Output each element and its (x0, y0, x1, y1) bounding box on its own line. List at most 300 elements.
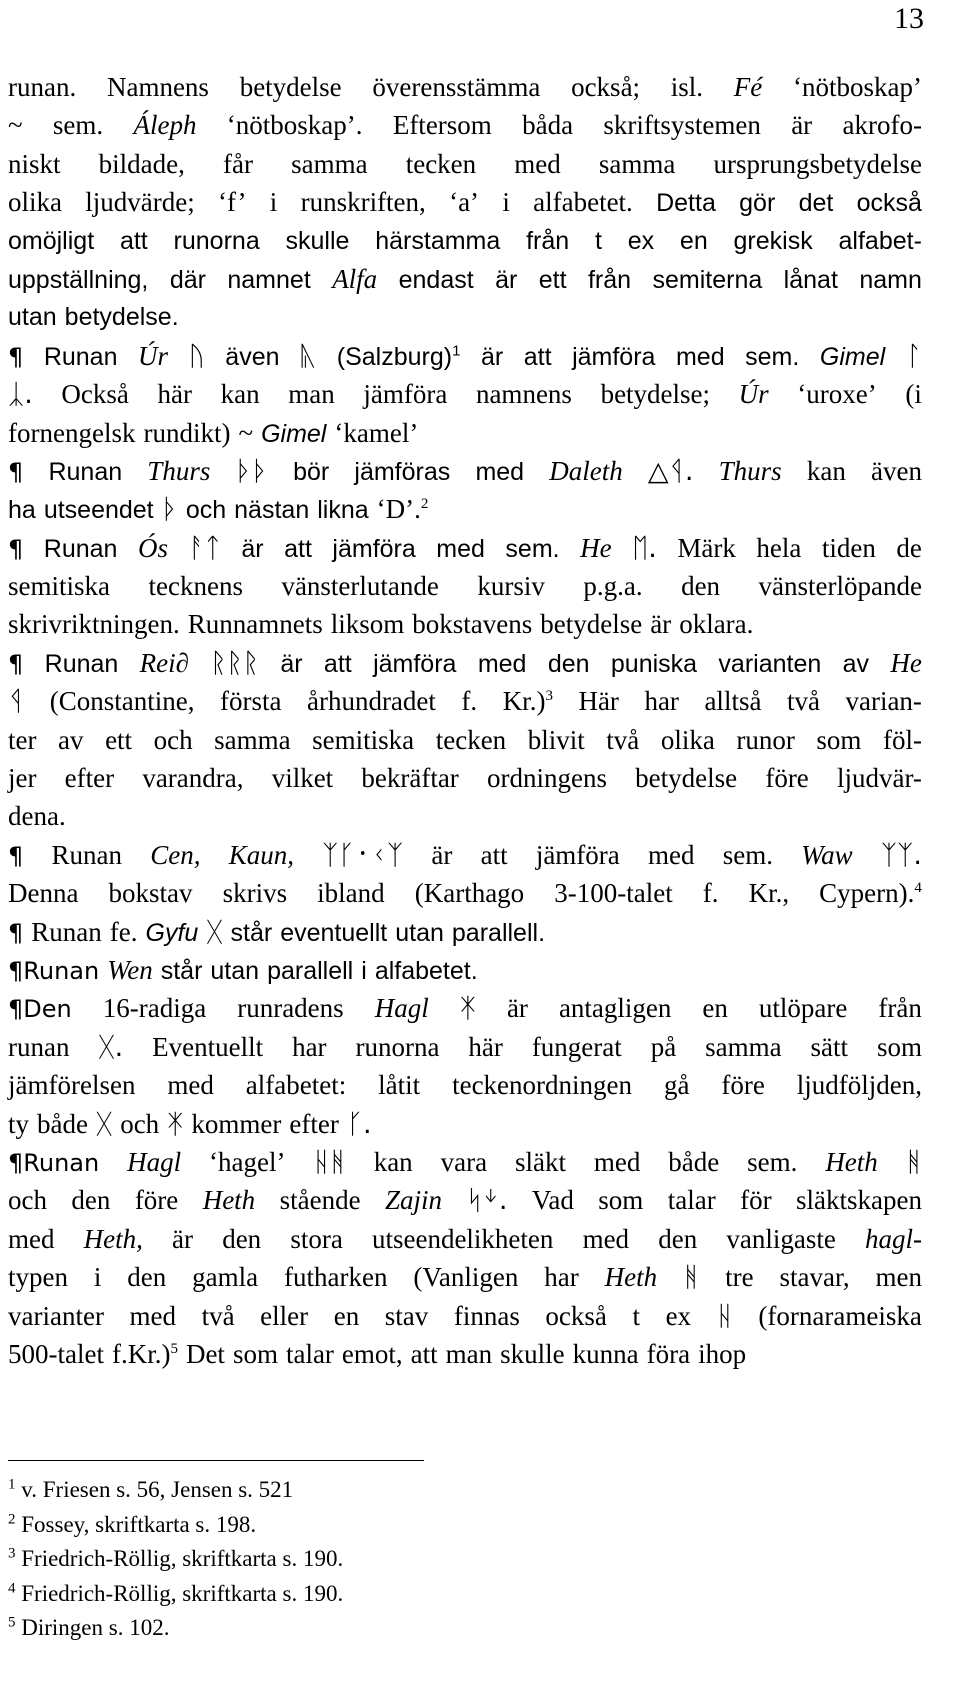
word: betydelse. (64, 303, 179, 332)
word: på (650, 1031, 677, 1062)
word: varianten (718, 649, 822, 678)
word: grekisk (733, 226, 813, 255)
word: ¶Runan (8, 956, 100, 985)
word: med (582, 1223, 630, 1254)
word: Detta (656, 189, 716, 218)
text-line (8, 797, 922, 835)
word: betydelse (635, 763, 738, 794)
word: här (468, 1031, 503, 1062)
word: att (410, 1338, 438, 1369)
word: liksom (330, 609, 405, 640)
word: (fornarameiska (758, 1300, 922, 1331)
word: sätt (810, 1031, 849, 1062)
word: står (230, 918, 273, 947)
word: Úr (138, 340, 169, 371)
word: ¶Runan (8, 1148, 100, 1177)
word: man (288, 379, 335, 410)
text-line (8, 68, 922, 106)
word: He (890, 647, 922, 678)
word: en (702, 993, 728, 1024)
word: 500-talet (8, 1338, 104, 1369)
word: utseendelikheten (371, 1223, 554, 1254)
rune-glyph: △ᛩ. (647, 455, 694, 487)
word: sem. (52, 110, 104, 141)
word: utan (210, 956, 260, 985)
word: med (8, 1223, 55, 1254)
word: släkt (514, 1146, 566, 1177)
text-line (8, 106, 922, 144)
word: den (222, 1223, 262, 1254)
word: stavar, (779, 1262, 850, 1293)
word: här (157, 379, 193, 410)
word: en (333, 1300, 360, 1331)
word: likna (317, 496, 369, 525)
word: ex (627, 226, 655, 255)
word: fe. (109, 916, 138, 947)
word: alfabetet. (374, 956, 478, 985)
word: (Karthago (414, 878, 525, 909)
word: båda (522, 110, 574, 141)
text-line (8, 1028, 922, 1066)
word: är (650, 609, 672, 640)
word: He (580, 532, 612, 563)
word: ty (8, 1108, 30, 1139)
word: överensstämma (372, 72, 541, 102)
word: släktskapen (796, 1185, 922, 1216)
text-line (8, 452, 922, 490)
word: Gimel (819, 342, 886, 371)
text-line (8, 989, 922, 1027)
rune-glyph: ᚣ (300, 340, 317, 372)
footnote-text: Friedrich-Röllig, skriftkarta s. 190. (15, 1546, 344, 1572)
word: alltså (704, 686, 762, 717)
text-line (8, 183, 922, 221)
word: ‘nötboskap’. (226, 110, 363, 141)
text-line (8, 1335, 922, 1373)
word: Runan (43, 534, 118, 563)
word: ett (538, 265, 567, 294)
word: Runan (43, 342, 118, 371)
word: talar (667, 1185, 716, 1216)
word: samma (598, 148, 676, 179)
word: låtit (378, 1070, 421, 1101)
word: runor (736, 724, 795, 755)
word: Fé (733, 72, 763, 102)
word: skrivs (222, 878, 288, 909)
word: med (514, 148, 561, 179)
footnote-number: 5 (8, 1614, 16, 1631)
word: med (475, 457, 525, 486)
word: jämföra (572, 342, 656, 371)
word: 3-100-talet (554, 878, 673, 909)
word: ~ (8, 110, 23, 141)
word: jämförelsen (8, 1070, 136, 1101)
word: omöjligt (8, 226, 95, 255)
footnote-ref: 5 (170, 1340, 178, 1357)
word: med (436, 534, 485, 563)
word: Runnamnets (187, 609, 323, 640)
text-line (8, 222, 922, 260)
word: ¶ (8, 342, 24, 371)
word: Eventuellt (152, 1031, 264, 1062)
rune-glyph: ᛖ. (632, 532, 657, 564)
word: från (878, 993, 922, 1024)
word: tecken (435, 724, 507, 755)
word: också (545, 1300, 607, 1331)
word: två (786, 686, 820, 717)
text-line (8, 1066, 922, 1104)
word: samma (705, 1031, 782, 1062)
word: ursprungsbetydelse (713, 148, 922, 179)
word: runan. (8, 72, 77, 102)
word: akrofo- (842, 110, 922, 141)
word: Runan (48, 457, 123, 486)
word: är (495, 265, 518, 294)
word: f.Kr.)$^5$ (111, 1338, 178, 1369)
word: den (547, 649, 590, 678)
rune-glyph: ᚦ (161, 494, 178, 526)
footnote (8, 1505, 343, 1540)
word: puniska (610, 649, 698, 678)
word: ordningens (487, 763, 607, 794)
word: Heth, (83, 1223, 143, 1254)
word: antagligen (558, 993, 672, 1024)
word: dena. (8, 801, 66, 832)
word: jämföra (535, 839, 620, 870)
word: första (219, 686, 282, 717)
rune-glyph: ᛉᛉ. (880, 839, 922, 871)
word: tecken (405, 148, 477, 179)
rune-glyph: ᛉᚴ᛫ᚲᛉ (322, 839, 404, 871)
word: rundikt) (143, 417, 231, 448)
word: ~ (238, 417, 254, 448)
word: efter (64, 763, 115, 794)
word: Eftersom (392, 110, 492, 141)
word: semitiska (312, 724, 415, 755)
footnote-text: Diringen s. 102. (15, 1615, 170, 1641)
word: efter (289, 1108, 339, 1139)
footnote-ref: 2 (420, 496, 429, 513)
rune-glyph: ᚷ. (98, 1031, 124, 1063)
word: betydelse (239, 72, 342, 102)
word: ljudvärde; (85, 187, 195, 218)
word: varandra, (142, 763, 244, 794)
word: ljudvär- (836, 763, 922, 794)
word: kunna (572, 1338, 639, 1369)
word: i (269, 187, 278, 218)
word: hagl- (864, 1223, 922, 1254)
word: alfabet- (838, 226, 922, 255)
word: det (798, 189, 834, 218)
word: Heth (604, 1262, 658, 1293)
word: som (876, 1031, 922, 1062)
text-line (8, 145, 922, 183)
word: stående (279, 1185, 361, 1216)
text-line (8, 298, 922, 336)
rune-glyph: ᛋᛎ. (466, 1185, 508, 1217)
footnote-text: Fossey, skriftkarta s. 198. (15, 1511, 257, 1537)
word: nästan (234, 496, 310, 525)
page-number: 13 (894, 2, 924, 35)
word: Det (185, 1338, 225, 1369)
word: varian- (845, 686, 922, 717)
word: både (668, 1146, 720, 1177)
word: som (816, 724, 862, 755)
word: de (896, 532, 922, 563)
word: att (480, 839, 508, 870)
text-line (8, 836, 922, 874)
word: är (791, 110, 813, 141)
text-line (8, 375, 922, 413)
word: härstamma (375, 226, 501, 255)
word: har (292, 1031, 327, 1062)
word: före (765, 763, 809, 794)
word: ihop (698, 1338, 747, 1369)
word: den (127, 1262, 167, 1293)
word: Cypern).$^4$ (819, 878, 922, 909)
word: ‘nötboskap’ (793, 72, 922, 102)
word: Ós (137, 532, 168, 563)
word: betydelse; (600, 379, 711, 410)
text-line (8, 490, 922, 528)
word: men (875, 1262, 922, 1293)
word: ¶ (8, 841, 24, 870)
rune-glyph: ᛡ (167, 1108, 184, 1140)
word: från (587, 265, 632, 294)
word: sem. (747, 1146, 798, 1177)
word: före (134, 1185, 179, 1216)
footnote (8, 1539, 343, 1574)
word: semitiska (8, 571, 110, 602)
text-line (8, 567, 922, 605)
word: talar (285, 1338, 334, 1369)
footnote-number: 1 (8, 1476, 16, 1493)
word: (i (905, 379, 922, 410)
text-line (8, 759, 922, 797)
word: Denna (8, 878, 79, 909)
word: samma (291, 148, 368, 179)
word: utlöpare (758, 993, 848, 1024)
footnote-number: 4 (8, 1580, 16, 1597)
word: jämföra (373, 649, 457, 678)
word: t (632, 1300, 640, 1331)
word: utan (8, 303, 57, 332)
word: stora (290, 1223, 343, 1254)
word: futharken (284, 1262, 388, 1293)
word: Áleph (133, 110, 197, 141)
word: f. (702, 878, 719, 909)
footnote (8, 1608, 343, 1643)
word: också (856, 189, 922, 218)
word: i (361, 956, 367, 985)
word: av (842, 649, 870, 678)
word: runorna (173, 226, 260, 255)
word: från (526, 226, 570, 255)
word: gamla (192, 1262, 259, 1293)
body-text (8, 68, 922, 1373)
word: olika (8, 187, 62, 218)
word: eventuellt (280, 918, 388, 947)
word: där (169, 265, 206, 294)
rune-glyph: ᚺᚻ (313, 1146, 346, 1178)
word: varianter (8, 1300, 104, 1331)
word: Wen (107, 954, 153, 985)
word: ‘D’.$^2$ (376, 494, 429, 525)
word: Hagl (374, 993, 429, 1024)
word: i (502, 187, 510, 218)
text-line (8, 529, 922, 567)
word: bokstav (108, 878, 193, 909)
word: jer (8, 763, 37, 794)
word: man (445, 1338, 493, 1369)
word: kan (806, 455, 846, 486)
word: eller (260, 1300, 309, 1331)
footnote-rule (8, 1460, 424, 1461)
text-line (8, 337, 922, 375)
word: är (506, 993, 528, 1024)
word: och (120, 1108, 160, 1139)
word: ljudföljden, (796, 1070, 922, 1101)
word: Zajin (385, 1185, 443, 1216)
footnote-text: Friedrich-Röllig, skriftkarta s. 190. (15, 1580, 344, 1606)
word: två (201, 1300, 235, 1331)
word: ibland (317, 878, 385, 909)
footnote (8, 1470, 343, 1505)
footnote-text: v. Friesen s. 56, Jensen s. 521 (15, 1477, 294, 1502)
word: ha (8, 496, 36, 525)
word: ‘a’ (449, 187, 480, 218)
word: runorna (355, 1031, 440, 1062)
text-line (8, 1181, 922, 1219)
word: är (280, 649, 303, 678)
word: tre (725, 1262, 754, 1293)
word: Runan (51, 839, 122, 870)
word: Runan (31, 916, 102, 947)
word: vänsterlutande (281, 571, 439, 602)
word: niskt (8, 148, 61, 179)
word: endast (398, 265, 474, 294)
text-line (8, 605, 922, 643)
word: skulle (285, 226, 350, 255)
word: Här (578, 686, 619, 717)
word: stav (384, 1300, 429, 1331)
word: som (598, 1185, 644, 1216)
word: jämföra (332, 534, 416, 563)
word: semiterna (652, 265, 763, 294)
footnote-ref: 1 (452, 342, 461, 360)
footnotes (8, 1470, 343, 1643)
word: har (544, 1262, 579, 1293)
word: att (119, 226, 148, 255)
word: Heth (825, 1146, 878, 1177)
word: Vad (531, 1185, 574, 1216)
word: skrivriktningen. (8, 609, 180, 640)
word: samma (214, 724, 291, 755)
text-line (8, 644, 922, 682)
word: århundradet (306, 686, 436, 717)
word: utseendet (43, 496, 154, 525)
word: Kr.)$^3$ (502, 686, 553, 717)
word: också; (571, 72, 641, 102)
word: med (477, 649, 527, 678)
word: av (58, 724, 84, 755)
word: Runan (44, 649, 119, 678)
text-line (8, 682, 922, 720)
word: som (232, 1338, 278, 1369)
word: hela (756, 532, 802, 563)
word: kommer (191, 1108, 282, 1139)
word: står (160, 956, 203, 985)
word: med (167, 1070, 214, 1101)
word: parallell (267, 956, 354, 985)
word: Kaun, (228, 839, 294, 870)
word: bildade, (98, 148, 185, 179)
word: gå (663, 1070, 690, 1101)
word: parallell. (451, 918, 546, 947)
word: blivit (527, 724, 585, 755)
text-line (8, 913, 922, 951)
word: ‘kamel’ (334, 417, 419, 448)
word: p.g.a. (583, 571, 643, 602)
word: bekräftar (361, 763, 459, 794)
word: Gyfu (145, 918, 199, 947)
word: bör (293, 457, 330, 486)
word: Úr (738, 379, 769, 410)
word: både (37, 1108, 88, 1139)
text-line (8, 260, 922, 298)
word: ‘uroxe’ (797, 379, 877, 410)
word: kan (220, 379, 260, 410)
word: emot, (341, 1338, 403, 1369)
word: finnas (453, 1300, 520, 1331)
word: att (523, 342, 552, 371)
word: och (153, 724, 193, 755)
word: isl. (670, 72, 704, 102)
rune-glyph: ᚴ. (346, 1108, 372, 1140)
word: före (721, 1070, 765, 1101)
word: Waw (801, 839, 853, 870)
word: föra (646, 1338, 691, 1369)
word: runan (8, 1031, 70, 1062)
word: Också (61, 379, 129, 410)
word: ett (105, 724, 133, 755)
rune-glyph: ᚨᛏ (188, 532, 221, 564)
word: (Salzburg)$^1$ (336, 342, 461, 371)
word: skulle (500, 1338, 565, 1369)
word: Alfa (332, 263, 378, 294)
rune-glyph: ᚢ (188, 340, 205, 372)
word: fornengelsk (8, 417, 136, 448)
word: jämföras (354, 457, 451, 486)
word: sem. (722, 839, 773, 870)
word: får (223, 148, 253, 179)
word: Märk (677, 532, 736, 563)
word: ¶ (8, 457, 24, 486)
word: (Constantine, (49, 686, 195, 717)
word: runskriften, (300, 187, 426, 218)
word: med (593, 1146, 641, 1177)
word: en (679, 226, 708, 255)
text-line (8, 1143, 922, 1181)
word: är (431, 839, 453, 870)
footnote-ref: 3 (545, 688, 553, 705)
word: föl- (882, 724, 922, 755)
rune-glyph: ᚦᚦ (235, 455, 268, 487)
word: ex (665, 1300, 692, 1331)
word: den (681, 571, 721, 602)
word: den (658, 1223, 698, 1254)
word: Thurs (718, 455, 782, 486)
